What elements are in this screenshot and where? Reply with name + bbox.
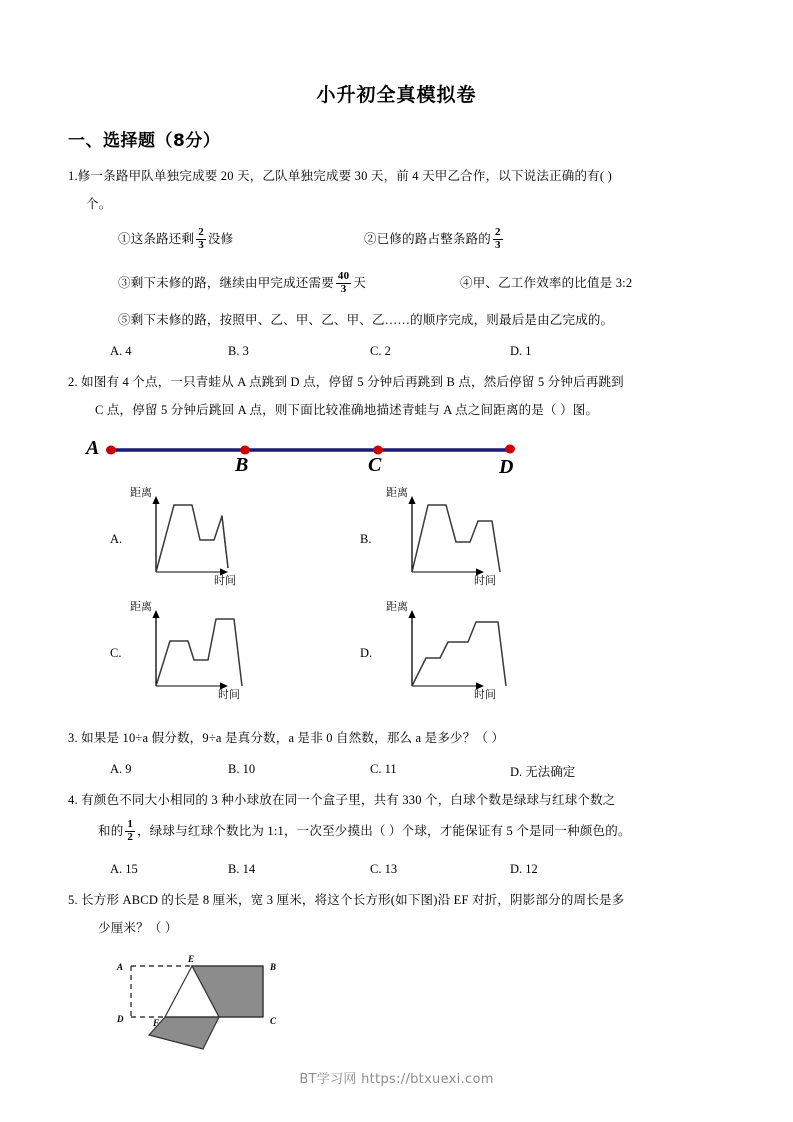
- fraction-two-thirds-a: $\frac{2}{3}$: [198, 226, 204, 251]
- question-1-statement-4: ④甲、乙工作效率的比值是 3:2: [460, 276, 633, 290]
- number-line-figure: [86, 432, 535, 488]
- point-dot-a: [106, 446, 116, 455]
- graph-c-svg: [110, 602, 290, 708]
- vertex-label-b: B: [270, 962, 277, 972]
- question-4-line-1: [68, 792, 616, 809]
- question-4-line2-prefix: 和的: [98, 823, 124, 838]
- vertex-label-e: E: [188, 954, 195, 964]
- vertex-label-d: D: [117, 1014, 124, 1024]
- question-2-text: 如图有 4 个点，一只青蛙从 A 点跳到 D 点，停留 5 分钟后再跳到 B 点，然后停留 5 分钟后再跳到: [81, 375, 624, 389]
- question-1-statement-5: ⑤剩下未修的路，按照甲、乙、甲、乙、甲、乙……的顺序完成，则最后是由乙完成的。: [118, 313, 614, 327]
- question-1-line-2: 个。: [86, 197, 112, 211]
- point-label-d: D: [499, 456, 514, 478]
- graph-c-y-axis-label: 距离: [130, 600, 152, 613]
- question-5-figure: [115, 952, 290, 1057]
- fraction-forty-thirds: $\frac{40}{3}$: [337, 270, 350, 295]
- graph-a-curve: [156, 505, 228, 572]
- graph-c-x-axis-label: 时间: [218, 688, 240, 701]
- q1-option-d[interactable]: D. 1: [510, 344, 532, 358]
- graph-choice-d-label: D.: [360, 646, 373, 660]
- question-4-options: [0, 862, 793, 880]
- question-3-options: [0, 762, 793, 780]
- question-2-line-1: [68, 374, 624, 391]
- question-3-line-1: [68, 730, 504, 747]
- question-4-line-2: [98, 820, 631, 844]
- question-1-number: 1.: [68, 169, 78, 183]
- q1-option-c[interactable]: C. 2: [370, 344, 391, 358]
- graph-choice-b-label: B.: [360, 532, 372, 546]
- graph-a-svg: [110, 488, 280, 594]
- statement-3-prefix: ③剩下未修的路，继续由甲完成还需要: [118, 275, 334, 290]
- question-4-text: 有颜色不同大小相同的 3 种小球放在同一个盒子里，共有 330 个，白球个数是绿球与红球个数之: [81, 793, 616, 807]
- vertex-label-c: C: [270, 1016, 277, 1026]
- graph-d-x-axis-label: 时间: [474, 688, 496, 701]
- statement-2-prefix: ②已修的路占整条路的: [364, 231, 492, 246]
- graph-b-svg: [360, 488, 540, 594]
- footer-watermark: BT学习网 https://btxuexi.com: [299, 1072, 494, 1087]
- question-1-statement-2: [364, 228, 505, 252]
- q1-option-a[interactable]: A. 4: [110, 344, 132, 358]
- graph-b-y-axis-label: 距离: [386, 486, 408, 499]
- graph-b-curve: [412, 505, 500, 572]
- question-4-number: 4.: [68, 793, 78, 807]
- graph-choice-d[interactable]: [360, 602, 540, 708]
- graph-choice-c-label: C.: [110, 646, 122, 660]
- question-2-number: 2.: [68, 375, 78, 389]
- statement-3-suffix: 天: [353, 275, 367, 290]
- question-5-text: 长方形 ABCD 的长是 8 厘米，宽 3 厘米，将这个长方形(如下图)沿 EF 对折，阴影部分的周长是多: [81, 893, 625, 907]
- question-1-text: 修一条路甲队单独完成要 20 天，乙队单独完成要 30 天，前 4 天甲乙合作，以下说法正确的有( ): [77, 169, 612, 183]
- point-label-b: B: [235, 454, 249, 476]
- graph-a-x-axis-label: 时间: [214, 574, 236, 587]
- page-title: 小升初全真模拟卷: [316, 84, 477, 106]
- q3-option-b[interactable]: B. 10: [228, 762, 256, 776]
- graph-choice-b[interactable]: [360, 488, 540, 594]
- vertex-label-f: F: [153, 1018, 160, 1028]
- number-line-svg: [95, 432, 535, 488]
- statement-1-suffix: 没修: [207, 231, 234, 246]
- graph-b-x-axis-label: 时间: [474, 574, 496, 587]
- q4-option-d[interactable]: D. 12: [510, 862, 538, 876]
- graph-choice-a[interactable]: [110, 488, 280, 594]
- q3-option-d[interactable]: D. 无法确定: [510, 765, 576, 779]
- statement-1-prefix: ①这条路还剩: [118, 231, 195, 246]
- q4-option-c[interactable]: C. 13: [370, 862, 398, 876]
- section-heading: 一、选择题（8分）: [68, 131, 221, 151]
- shaded-region-flap: [149, 1017, 219, 1049]
- fraction-two-thirds-b: $\frac{2}{3}$: [495, 226, 501, 251]
- folded-rectangle-svg: [115, 952, 290, 1057]
- point-label-a: A: [86, 437, 100, 459]
- q1-option-b[interactable]: B. 3: [228, 344, 249, 358]
- q3-option-c[interactable]: C. 11: [370, 762, 397, 776]
- question-5-line-1: [68, 892, 624, 909]
- vertex-label-a: A: [117, 962, 124, 972]
- question-4-line2-suffix: ，绿球与红球个数比为 1:1，一次至少摸出（ ）个球，才能保证有 5 个是同一种颜色的。: [137, 823, 631, 838]
- question-5-line-2: 少厘米？（ ）: [98, 921, 178, 935]
- q3-option-a[interactable]: A. 9: [110, 762, 132, 776]
- question-1-statement-3: [118, 272, 366, 296]
- graph-d-svg: [360, 602, 540, 708]
- q4-option-b[interactable]: B. 14: [228, 862, 256, 876]
- question-3-text: 如果是 10÷a 假分数，9÷a 是真分数，a 是非 0 自然数，那么 a 是多少？（ ）: [81, 731, 505, 745]
- question-2-line-2: C 点，停留 5 分钟后跳回 A 点，则下面比较准确地描述青蛙与 A 点之间距离的是（ ）图。: [95, 403, 599, 417]
- question-1-options: [0, 344, 793, 362]
- point-dot-d: [505, 445, 515, 454]
- graph-a-y-axis-label: 距离: [130, 486, 152, 499]
- graph-c-curve: [156, 619, 242, 686]
- q4-option-a[interactable]: A. 15: [110, 862, 138, 876]
- question-5-number: 5.: [68, 893, 78, 907]
- graph-d-curve: [412, 622, 506, 686]
- graph-choice-a-label: A.: [110, 532, 123, 546]
- graph-d-y-axis-label: 距离: [386, 600, 408, 613]
- point-label-c: C: [368, 454, 382, 476]
- graph-choice-c[interactable]: [110, 602, 290, 708]
- question-1-line-1: [68, 168, 612, 185]
- question-3-number: 3.: [68, 731, 78, 745]
- fraction-one-half: $\frac{1}{2}$: [127, 818, 134, 843]
- question-1-statement-1: [118, 228, 233, 252]
